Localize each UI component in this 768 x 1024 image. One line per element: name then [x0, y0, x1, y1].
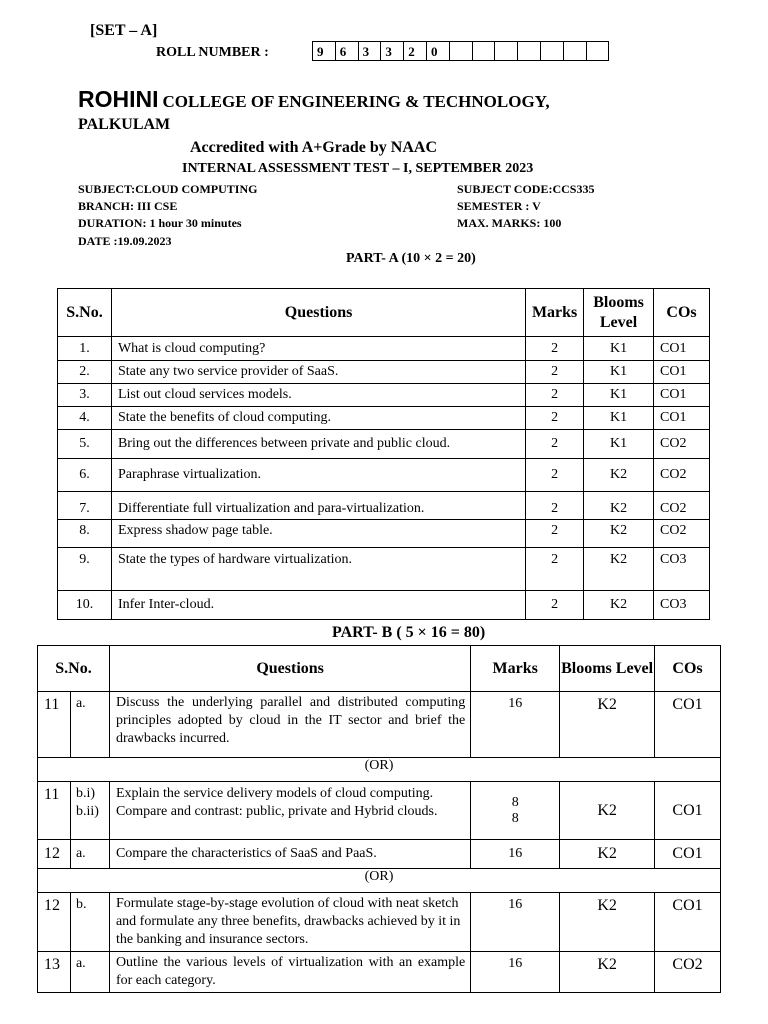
level-cell: K1	[584, 430, 654, 459]
level-cell: K1	[584, 407, 654, 430]
sno-cell: 2.	[58, 361, 112, 384]
question-sub: b.i)	[75, 786, 96, 801]
sno-cell: 9.	[58, 548, 112, 591]
question-number: 12	[38, 893, 71, 952]
marks-cell: 2	[526, 459, 584, 492]
exam-date: DATE :19.09.2023	[78, 234, 172, 248]
sno-cell: 3.	[58, 384, 112, 407]
level-cell: K1	[584, 337, 654, 361]
marks-cell: 16	[471, 840, 560, 869]
level-cell: K2	[560, 692, 655, 758]
college-brand: ROHINI	[78, 86, 159, 112]
table-row	[38, 692, 721, 758]
co-cell: CO1	[655, 782, 721, 840]
question-text: Explain the service delivery models of cloud computing.	[115, 786, 434, 801]
level-cell: K2	[560, 893, 655, 952]
marks-cell: 16	[471, 893, 560, 952]
roll-digit: 9	[313, 41, 336, 61]
level-cell: K2	[584, 548, 654, 591]
co-cell: CO1	[654, 337, 710, 361]
col-header-questions: Questions	[111, 289, 525, 337]
marks-cell: 16	[471, 952, 560, 993]
test-title: INTERNAL ASSESSMENT TEST – I, SEPTEMBER 2023	[182, 161, 534, 176]
marks-cell: 2	[526, 384, 584, 407]
roll-number-boxes	[312, 41, 609, 61]
sno-cell: 4.	[58, 407, 112, 430]
table-row	[58, 459, 710, 492]
level-cell: K2	[560, 952, 655, 993]
marks-cell: 2	[526, 520, 584, 548]
set-label: [SET – A]	[90, 22, 158, 39]
roll-digit	[587, 41, 610, 61]
col-header-sno: S.No.	[38, 646, 110, 692]
table-row	[38, 782, 721, 840]
question-cell-group	[109, 782, 470, 840]
question-cell: Outline the various levels of virtualization with an example for each category.	[109, 952, 470, 993]
part-b-title: PART- B ( 5 × 16 = 80)	[332, 624, 486, 641]
col-header-marks: Marks	[471, 646, 560, 692]
level-cell: K2	[584, 459, 654, 492]
question-sub: b.	[70, 893, 109, 952]
marks-value: 8	[511, 794, 519, 810]
col-header-cos: COs	[654, 289, 710, 337]
question-sub: a.	[70, 840, 109, 869]
co-cell: CO3	[654, 591, 710, 620]
table-row	[58, 548, 710, 591]
co-cell: CO1	[655, 893, 721, 952]
max-marks: MAX. MARKS: 100	[457, 216, 562, 230]
sno-cell: 10.	[58, 591, 112, 620]
table-row	[58, 492, 710, 520]
question-cell: List out cloud services models.	[111, 384, 525, 407]
table-row	[58, 430, 710, 459]
subject-code: SUBJECT CODE:CCS335	[457, 182, 595, 196]
col-header-marks: Marks	[526, 289, 584, 337]
college-place: PALKULAM	[78, 116, 171, 133]
question-sub: a.	[70, 692, 109, 758]
table-row	[58, 520, 710, 548]
question-sub: b.ii)	[75, 804, 99, 819]
sno-cell: 5.	[58, 430, 112, 459]
co-cell: CO1	[655, 692, 721, 758]
question-sub: a.	[70, 952, 109, 993]
co-cell: CO1	[654, 384, 710, 407]
roll-number-label: ROLL NUMBER :	[156, 45, 269, 60]
question-cell: State any two service provider of SaaS.	[111, 361, 525, 384]
question-number: 11	[38, 692, 71, 758]
table-row	[58, 361, 710, 384]
table-row	[58, 591, 710, 620]
co-cell: CO2	[654, 430, 710, 459]
marks-cell: 2	[526, 361, 584, 384]
roll-digit	[450, 41, 473, 61]
roll-digit: 2	[404, 41, 427, 61]
question-number: 12	[38, 840, 71, 869]
co-cell: CO2	[654, 459, 710, 492]
question-cell: Discuss the underlying parallel and distributed computing principles adopted by cloud in the IT sector and brief the drawbacks incurred.	[109, 692, 470, 758]
marks-cell: 2	[526, 548, 584, 591]
part-a-title: PART- A (10 × 2 = 20)	[346, 251, 476, 266]
level-cell: K2	[560, 782, 655, 840]
marks-cell: 2	[526, 430, 584, 459]
or-separator: (OR)	[38, 758, 721, 782]
semester: SEMESTER : V	[457, 199, 541, 213]
part-a-table	[57, 288, 710, 620]
branch: BRANCH: III CSE	[78, 199, 178, 213]
marks-cell: 2	[526, 492, 584, 520]
accreditation: Accredited with A+Grade by NAAC	[190, 139, 438, 156]
col-header-blooms: Blooms Level	[584, 289, 654, 337]
question-cell: Bring out the differences between private and public cloud.	[111, 430, 525, 459]
marks-cell: 2	[526, 407, 584, 430]
table-row	[58, 407, 710, 430]
level-cell: K2	[584, 520, 654, 548]
roll-digit	[518, 41, 541, 61]
co-cell: CO3	[654, 548, 710, 591]
table-row	[58, 337, 710, 361]
question-cell: Formulate stage-by-stage evolution of cloud with neat sketch and formulate any three benefits, drawbacks achieved by it in the banking and insurance sectors.	[109, 893, 470, 952]
duration: DURATION: 1 hour 30 minutes	[78, 216, 242, 230]
level-cell: K1	[584, 361, 654, 384]
college-rest: COLLEGE OF ENGINEERING & TECHNOLOGY,	[162, 92, 550, 111]
subject: SUBJECT:CLOUD COMPUTING	[78, 182, 258, 196]
level-cell: K2	[584, 492, 654, 520]
col-header-sno: S.No.	[58, 289, 112, 337]
table-row	[38, 893, 721, 952]
co-cell: CO1	[655, 840, 721, 869]
co-cell: CO2	[654, 520, 710, 548]
co-cell: CO1	[654, 361, 710, 384]
question-text: Compare and contrast: public, private and Hybrid clouds.	[115, 804, 438, 819]
co-cell: CO1	[654, 407, 710, 430]
roll-digit	[473, 41, 496, 61]
roll-digit	[495, 41, 518, 61]
marks-value: 8	[511, 810, 519, 826]
marks-cell: 2	[526, 591, 584, 620]
sno-cell: 6.	[58, 459, 112, 492]
question-cell: Paraphrase virtualization.	[111, 459, 525, 492]
roll-digit: 3	[359, 41, 382, 61]
college-name	[78, 86, 550, 113]
co-cell: CO2	[655, 952, 721, 993]
roll-digit	[564, 41, 587, 61]
marks-cell-group	[471, 782, 560, 840]
table-row	[38, 952, 721, 993]
question-cell: Infer Inter-cloud.	[111, 591, 525, 620]
sno-cell: 1.	[58, 337, 112, 361]
roll-digit	[541, 41, 564, 61]
level-cell: K2	[560, 840, 655, 869]
sno-cell: 8.	[58, 520, 112, 548]
part-b-table	[37, 645, 721, 993]
question-number: 13	[38, 952, 71, 993]
roll-digit: 3	[381, 41, 404, 61]
question-cell: State the types of hardware virtualization.	[111, 548, 525, 591]
marks-cell: 16	[471, 692, 560, 758]
table-row	[38, 840, 721, 869]
level-cell: K1	[584, 384, 654, 407]
co-cell: CO2	[654, 492, 710, 520]
question-cell: Express shadow page table.	[111, 520, 525, 548]
or-separator: (OR)	[38, 869, 721, 893]
col-header-questions: Questions	[109, 646, 470, 692]
roll-digit: 6	[336, 41, 359, 61]
question-cell: State the benefits of cloud computing.	[111, 407, 525, 430]
level-cell: K2	[584, 591, 654, 620]
question-cell: Compare the characteristics of SaaS and PaaS.	[109, 840, 470, 869]
sno-cell: 7.	[58, 492, 112, 520]
table-row	[58, 384, 710, 407]
col-header-cos: COs	[655, 646, 721, 692]
question-cell: Differentiate full virtualization and para-virtualization.	[111, 492, 525, 520]
question-number: 11	[38, 782, 71, 840]
roll-digit: 0	[427, 41, 450, 61]
marks-cell: 2	[526, 337, 584, 361]
question-sub-group	[70, 782, 109, 840]
col-header-blooms: Blooms Level	[560, 646, 655, 692]
question-cell: What is cloud computing?	[111, 337, 525, 361]
